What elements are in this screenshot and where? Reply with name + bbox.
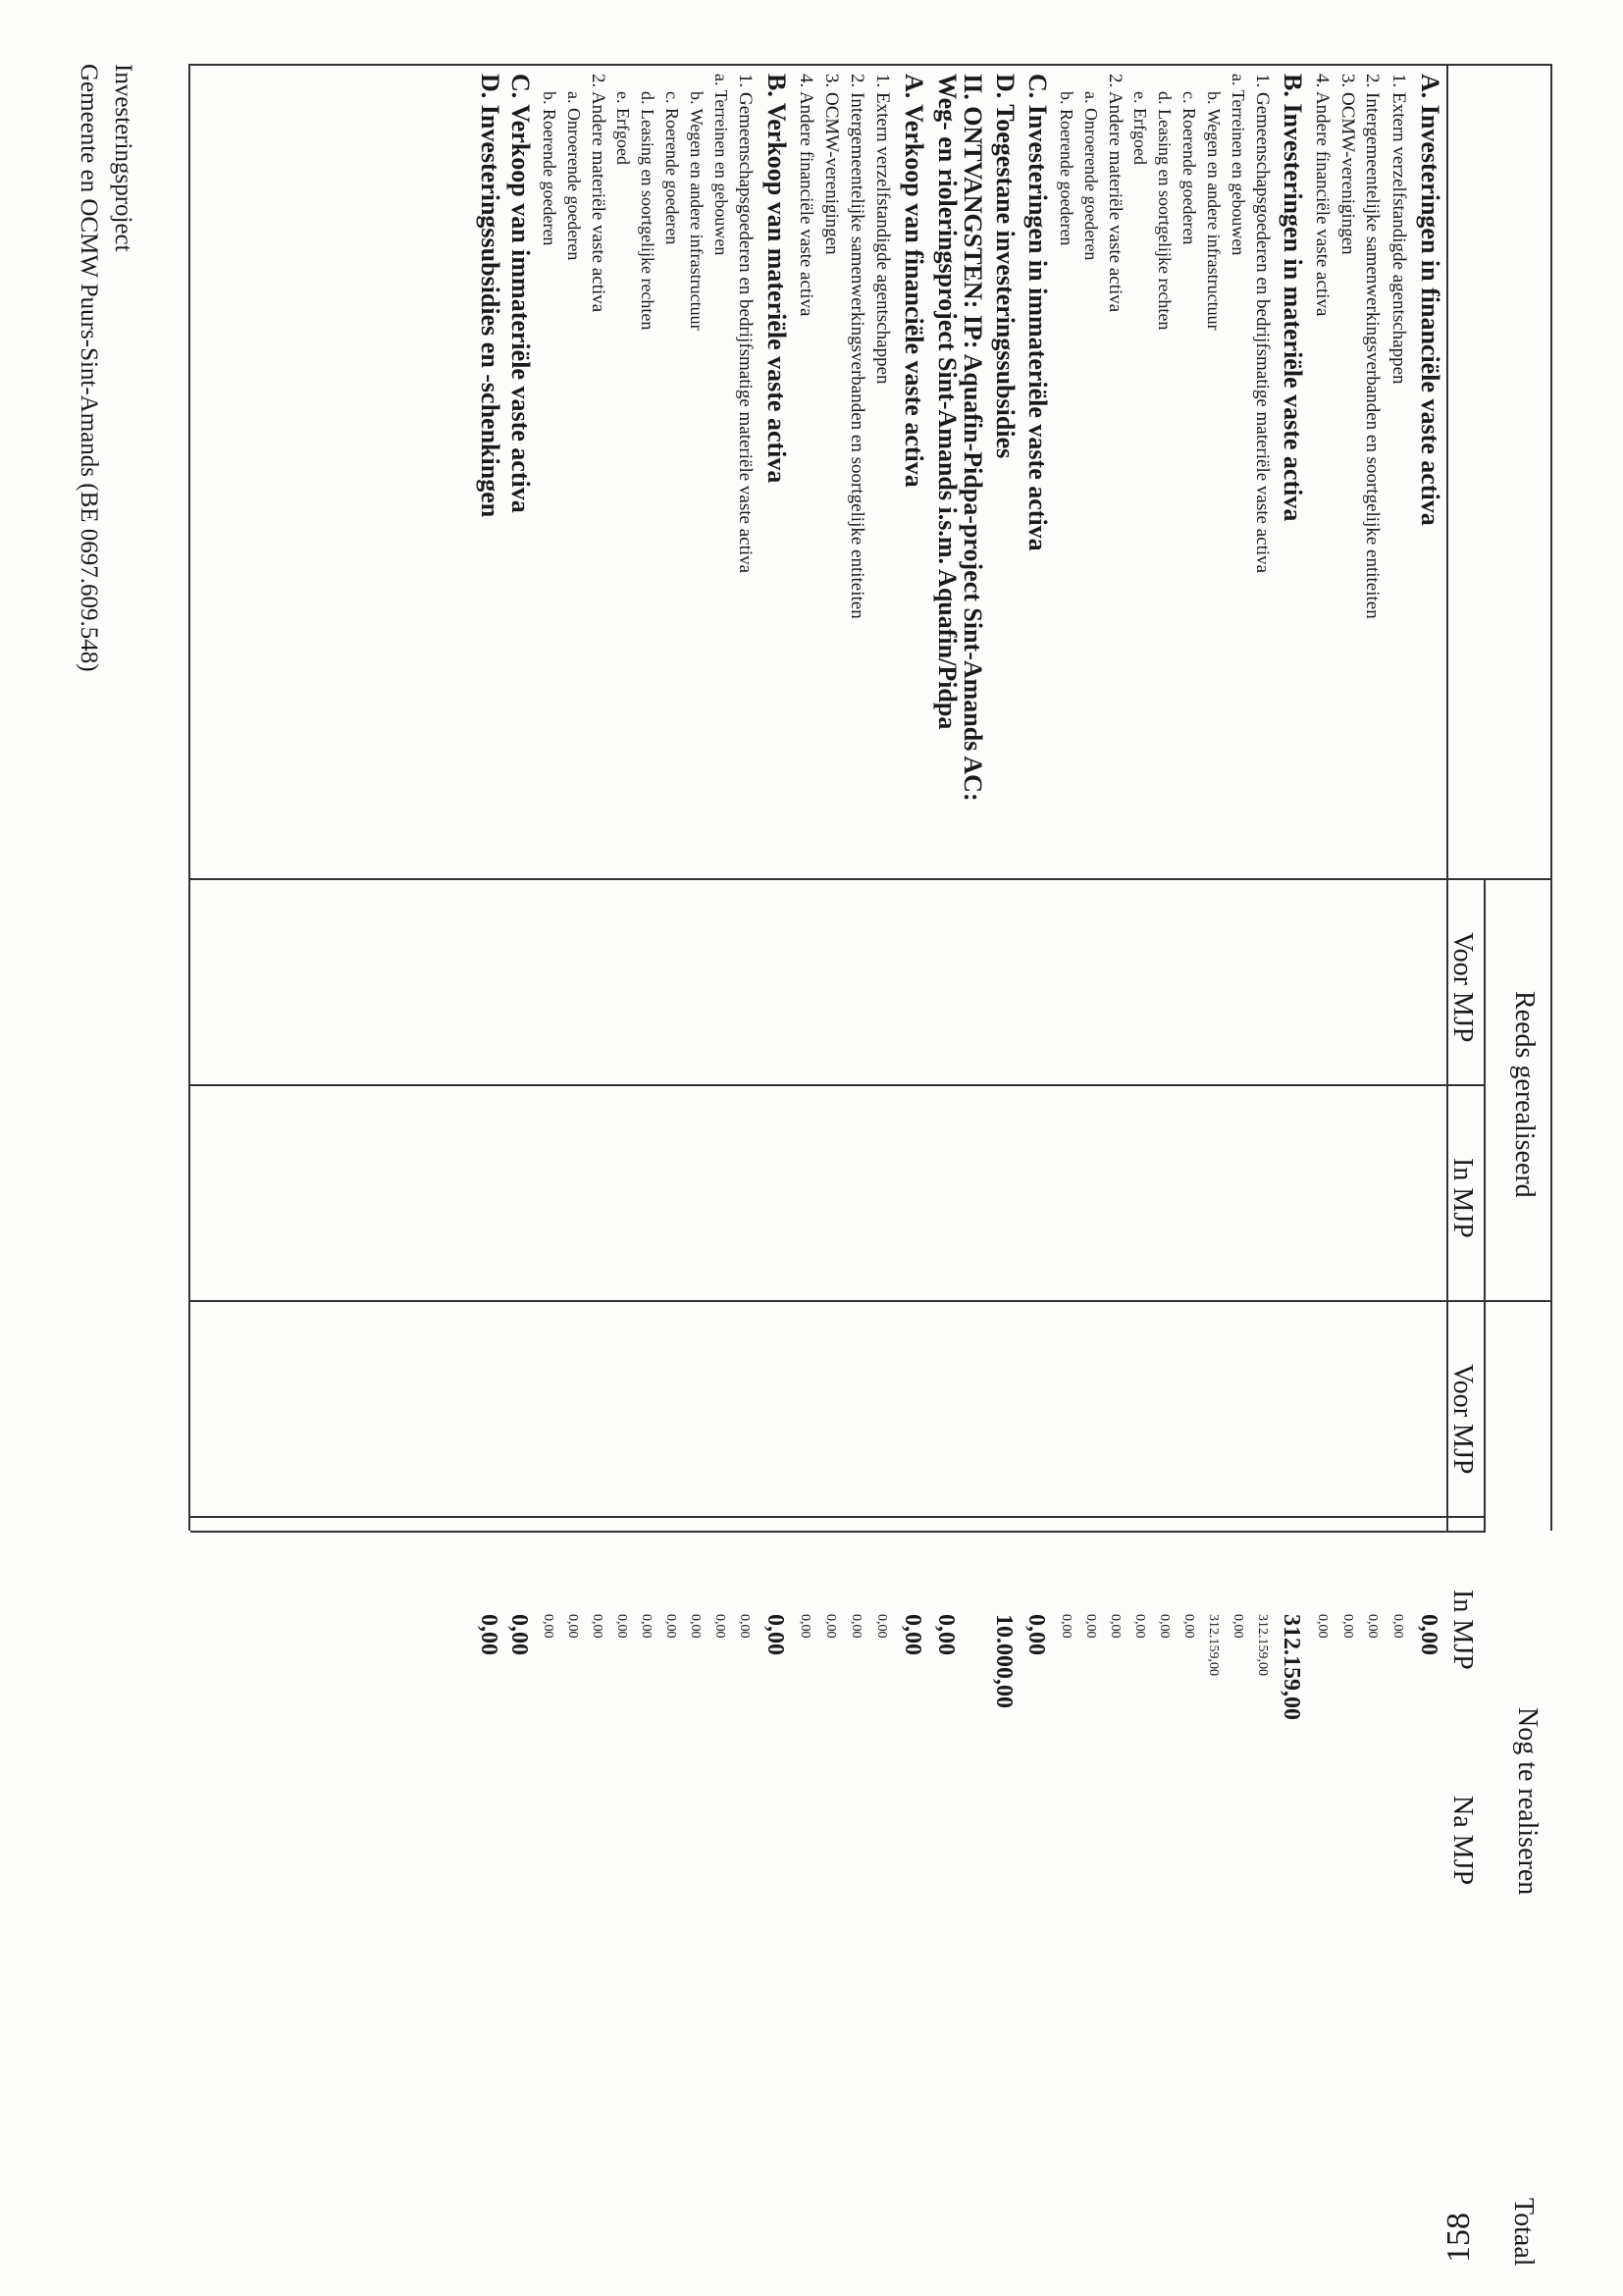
footer-line1: Investeringsproject	[110, 64, 136, 252]
row-value: 0,00	[1023, 1614, 1049, 1655]
row-label: a. Terreinen en gebouwen	[711, 74, 731, 256]
row-label: C. Verkoop van immateriële vaste activa	[506, 74, 535, 513]
row-value: 0,00	[874, 1614, 889, 1639]
row-value: 0,00	[614, 1614, 629, 1639]
row-value: 0,00	[900, 1614, 925, 1655]
row-value: 0,00	[663, 1614, 678, 1639]
row-label: e. Erfgoed	[613, 91, 633, 165]
header-na-mjp: Na MJP	[1447, 1796, 1478, 1886]
footer-line2: Gemeente en OCMW Puurs-Sint-Amands (BE 0697.609.548)	[76, 64, 102, 672]
row-label: b. Roerende goederen	[540, 91, 559, 246]
col-divider-2	[190, 1300, 1552, 1302]
col-divider-3	[190, 1516, 1486, 1518]
row-label: A. Investeringen in financiële vaste activa	[1416, 74, 1444, 526]
row-label: 1. Gemeenschapsgoederen en bedrijfsmatige materiële vaste activa	[735, 74, 756, 574]
row-label: 2. Intergemeentelijke samenwerkingsverbanden en soortgelijke entiteiten	[1362, 74, 1383, 619]
row-value: 0,00	[1132, 1614, 1147, 1639]
row-value: 0,00	[737, 1614, 752, 1639]
header-reeds-gerealiseerd: Reeds gerealiseerd	[1509, 991, 1540, 1198]
row-label: C. Investeringen in immateriële vaste activa	[1023, 74, 1052, 551]
col-divider-3b	[190, 1531, 1486, 1533]
row-label: b. Wegen en andere infrastructuur	[687, 91, 707, 331]
row-label: c. Roerende goederen	[1179, 91, 1199, 245]
row-value: 0,00	[1365, 1614, 1380, 1639]
row-label: 4. Andere financiële vaste activa	[796, 74, 816, 317]
row-value: 0,00	[712, 1614, 727, 1639]
row-label: a. Terreinen en gebouwen	[1229, 74, 1248, 256]
row-value: 0,00	[1315, 1614, 1330, 1639]
header-bottom-border	[1446, 64, 1448, 1531]
col-divider-label	[190, 878, 1552, 880]
row-value: 0,00	[1340, 1614, 1355, 1639]
row-label: d. Leasing en soortgelijke rechten	[1155, 91, 1175, 331]
row-label: II. ONTVANGSTEN: IP: Aquafin-Pidpa-project Sint-Amands AC:	[959, 74, 987, 802]
table-top-border	[1550, 64, 1552, 1531]
row-label: 1. Extern verzelfstandigde agentschappen	[1388, 74, 1409, 385]
header-in-mjp-1: In MJP	[1447, 1158, 1478, 1238]
row-label: 3. OCMW-verenigingen	[1337, 74, 1358, 255]
row-value: 0,00	[476, 1614, 501, 1655]
row-label: a. Onroerende goederen	[1081, 91, 1101, 261]
header-in-mjp-2: In MJP	[1447, 1590, 1478, 1670]
header-voor-mjp-1: Voor MJP	[1447, 932, 1478, 1043]
row-value: 0,00	[798, 1614, 812, 1639]
row-value: 0,00	[1157, 1614, 1172, 1639]
header-voor-mjp-2: Voor MJP	[1447, 1364, 1478, 1475]
row-value: 312.159,00	[1255, 1614, 1270, 1676]
row-value: 0,00	[1181, 1614, 1196, 1639]
row-value: 0,00	[823, 1614, 838, 1639]
header-totaal: Totaal	[1508, 2198, 1539, 2267]
row-value: 0,00	[590, 1614, 604, 1639]
page-number: 158	[1440, 2213, 1477, 2263]
row-value: 0,00	[639, 1614, 654, 1639]
row-label: c. Roerende goederen	[662, 91, 682, 245]
page-number-container	[1440, 2213, 1478, 2263]
row-value: 0,00	[1230, 1614, 1245, 1639]
row-label: b. Roerende goederen	[1057, 91, 1076, 246]
row-label: 2. Andere materiële vaste activa	[1105, 74, 1126, 313]
row-label: 4. Andere financiële vaste activa	[1312, 74, 1333, 317]
row-label: D. Investeringssubsidies en -schenkingen	[476, 74, 504, 518]
row-label: B. Investeringen in materiële vaste activa	[1279, 74, 1307, 522]
row-label: A. Verkoop van financiële vaste activa	[900, 74, 928, 488]
row-label: 3. OCMW-verenigingen	[821, 74, 842, 255]
row-label: 2. Andere materiële vaste activa	[588, 74, 608, 313]
table-bottom-border	[188, 64, 190, 1531]
row-value: 0,00	[541, 1614, 555, 1639]
row-value: 0,00	[1059, 1614, 1073, 1639]
row-value: 10.000,00	[991, 1614, 1017, 1708]
row-label: d. Leasing en soortgelijke rechten	[638, 91, 657, 331]
row-value: 0,00	[1390, 1614, 1405, 1639]
row-value: 0,00	[506, 1614, 532, 1655]
row-value: 0,00	[933, 1614, 959, 1655]
row-label: 1. Gemeenschapsgoederen en bedrijfsmatige materiële vaste activa	[1252, 74, 1273, 574]
row-value: 0,00	[1416, 1614, 1441, 1655]
row-label: 2. Intergemeentelijke samenwerkingsverbanden en soortgelijke entiteiten	[847, 74, 867, 619]
row-value: 312.159,00	[1206, 1614, 1221, 1676]
row-value: 0,00	[565, 1614, 580, 1639]
row-value: 0,00	[1083, 1614, 1098, 1639]
row-value: 0,00	[849, 1614, 864, 1639]
header-nog-te-realiseren: Nog te realiseren	[1512, 1707, 1543, 1896]
row-value: 0,00	[762, 1614, 788, 1655]
col-divider-1	[190, 1084, 1486, 1086]
row-label: Weg- en rioleringsproject Sint-Amands i.s.m. Aquafin/Pidpa	[933, 74, 962, 730]
row-label: e. Erfgoed	[1130, 91, 1150, 165]
row-value: 312.159,00	[1279, 1614, 1304, 1720]
table-left-border	[190, 64, 1552, 66]
row-label: 1. Extern verzelfstandigde agentschappen	[872, 74, 893, 385]
header-divider-sub	[1484, 878, 1486, 1531]
row-value: 0,00	[688, 1614, 703, 1639]
row-label: B. Verkoop van materiële vaste activa	[762, 74, 791, 484]
row-value: 0,00	[1108, 1614, 1123, 1639]
row-label: a. Onroerende goederen	[564, 91, 584, 261]
row-label: D. Toegestane investeringssubsidies	[991, 74, 1020, 459]
row-label: b. Wegen en andere infrastructuur	[1204, 91, 1224, 331]
